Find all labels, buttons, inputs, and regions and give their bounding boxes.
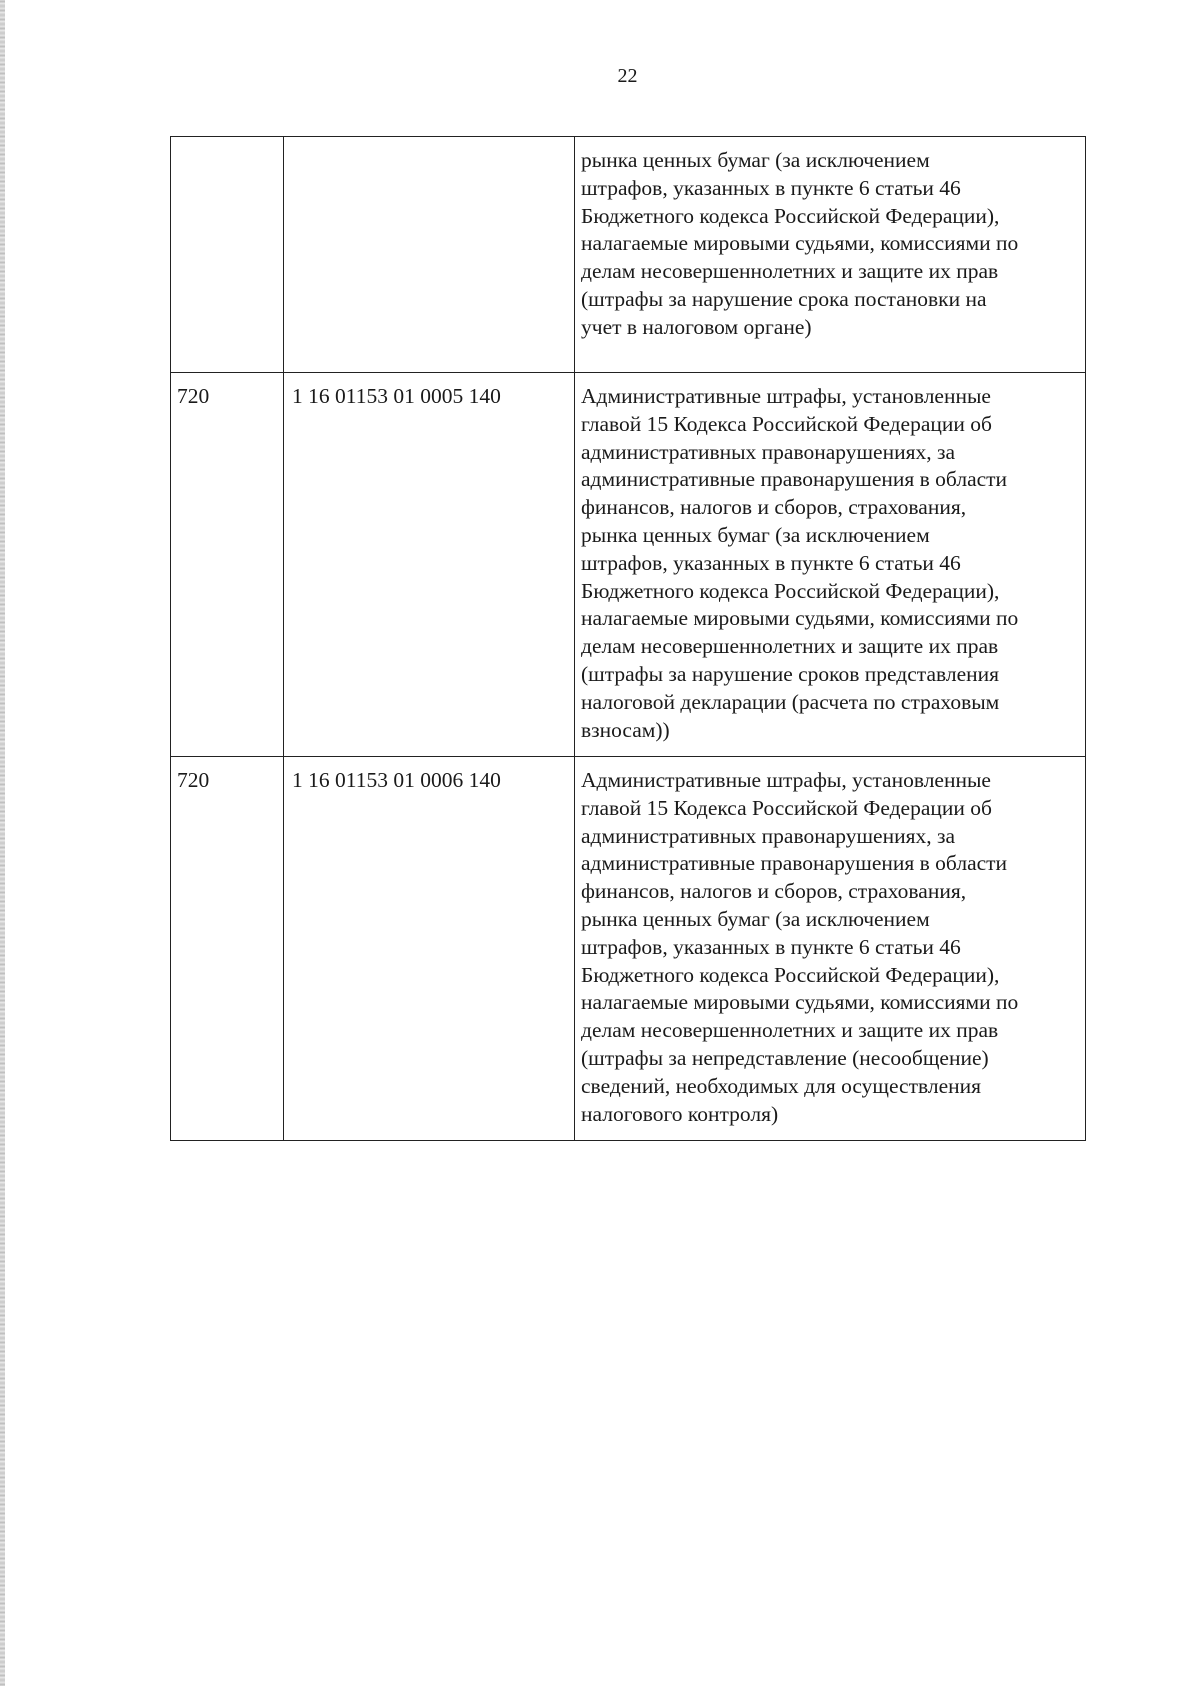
description-line: Административные штрафы, установленные bbox=[581, 768, 991, 792]
description-line: взносам)) bbox=[581, 717, 670, 742]
description-line: административных правонарушениях, за bbox=[581, 823, 956, 848]
description-line: рынка ценных бумаг (за исключением bbox=[581, 148, 930, 172]
description-line: рынка ценных бумаг (за исключением bbox=[581, 906, 930, 931]
description-line: (штрафы за нарушение срока постановки на bbox=[581, 286, 987, 311]
description-cell bbox=[575, 757, 1086, 1141]
description-cell bbox=[575, 373, 1086, 757]
description-line: налагаемые мировыми судьями, комиссиями по bbox=[581, 231, 1019, 256]
description-line: делам несовершеннолетних и защите их прав bbox=[581, 1018, 999, 1043]
description-line: главой 15 Кодекса Российской Федерации об bbox=[581, 411, 992, 436]
scan-edge bbox=[0, 0, 5, 1686]
description-line: учет в налоговом органе) bbox=[581, 314, 812, 339]
description-line: главой 15 Кодекса Российской Федерации об bbox=[581, 795, 992, 820]
description-line: Бюджетного кодекса Российской Федерации), bbox=[581, 578, 1000, 603]
description-line: финансов, налогов и сборов, страхования, bbox=[581, 879, 967, 904]
description-line: Бюджетного кодекса Российской Федерации), bbox=[581, 203, 1000, 228]
description-line: административные правонарушения в области bbox=[581, 851, 1008, 876]
table-row bbox=[171, 757, 1086, 1141]
description-line: налоговой декларации (расчета по страховым bbox=[581, 689, 1000, 714]
page-number: 22 bbox=[617, 65, 638, 87]
description-line: налагаемые мировыми судьями, комиссиями по bbox=[581, 606, 1019, 631]
description-line: финансов, налогов и сборов, страхования, bbox=[581, 495, 967, 520]
description-line: штрафов, указанных в пункте 6 статьи 46 bbox=[581, 934, 961, 959]
description-line: делам несовершеннолетних и защите их прав bbox=[581, 634, 999, 659]
description-line: сведений, необходимых для осуществления bbox=[581, 1073, 982, 1098]
description-line: Административные штрафы, установленные bbox=[581, 384, 991, 408]
admin-code-cell: 720 bbox=[171, 373, 284, 757]
kbk-code-cell: 1 16 01153 01 0005 140 bbox=[284, 373, 575, 757]
description-line: административные правонарушения в области bbox=[581, 467, 1008, 492]
admin-code-cell: 720 bbox=[171, 757, 284, 1141]
description-line: штрафов, указанных в пункте 6 статьи 46 bbox=[581, 550, 961, 575]
description-line: Бюджетного кодекса Российской Федерации), bbox=[581, 962, 1000, 987]
description-line: (штрафы за нарушение сроков представления bbox=[581, 661, 1000, 686]
description-line: (штрафы за непредставление (несообщение) bbox=[581, 1045, 989, 1070]
kbk-code-cell: 1 16 01153 01 0006 140 bbox=[284, 757, 575, 1141]
kbk-code-cell bbox=[284, 137, 575, 373]
description-line: штрафов, указанных в пункте 6 статьи 46 bbox=[581, 175, 961, 200]
description-cell bbox=[575, 137, 1086, 373]
description-line: налагаемые мировыми судьями, комиссиями по bbox=[581, 990, 1019, 1015]
description-line: административных правонарушениях, за bbox=[581, 439, 956, 464]
table-row bbox=[171, 137, 1086, 373]
budget-code-table bbox=[170, 136, 1086, 1141]
description-line: рынка ценных бумаг (за исключением bbox=[581, 522, 930, 547]
description-line: налогового контроля) bbox=[581, 1101, 779, 1126]
table-row bbox=[171, 373, 1086, 757]
admin-code-cell bbox=[171, 137, 284, 373]
description-line: делам несовершеннолетних и защите их прав bbox=[581, 259, 999, 284]
